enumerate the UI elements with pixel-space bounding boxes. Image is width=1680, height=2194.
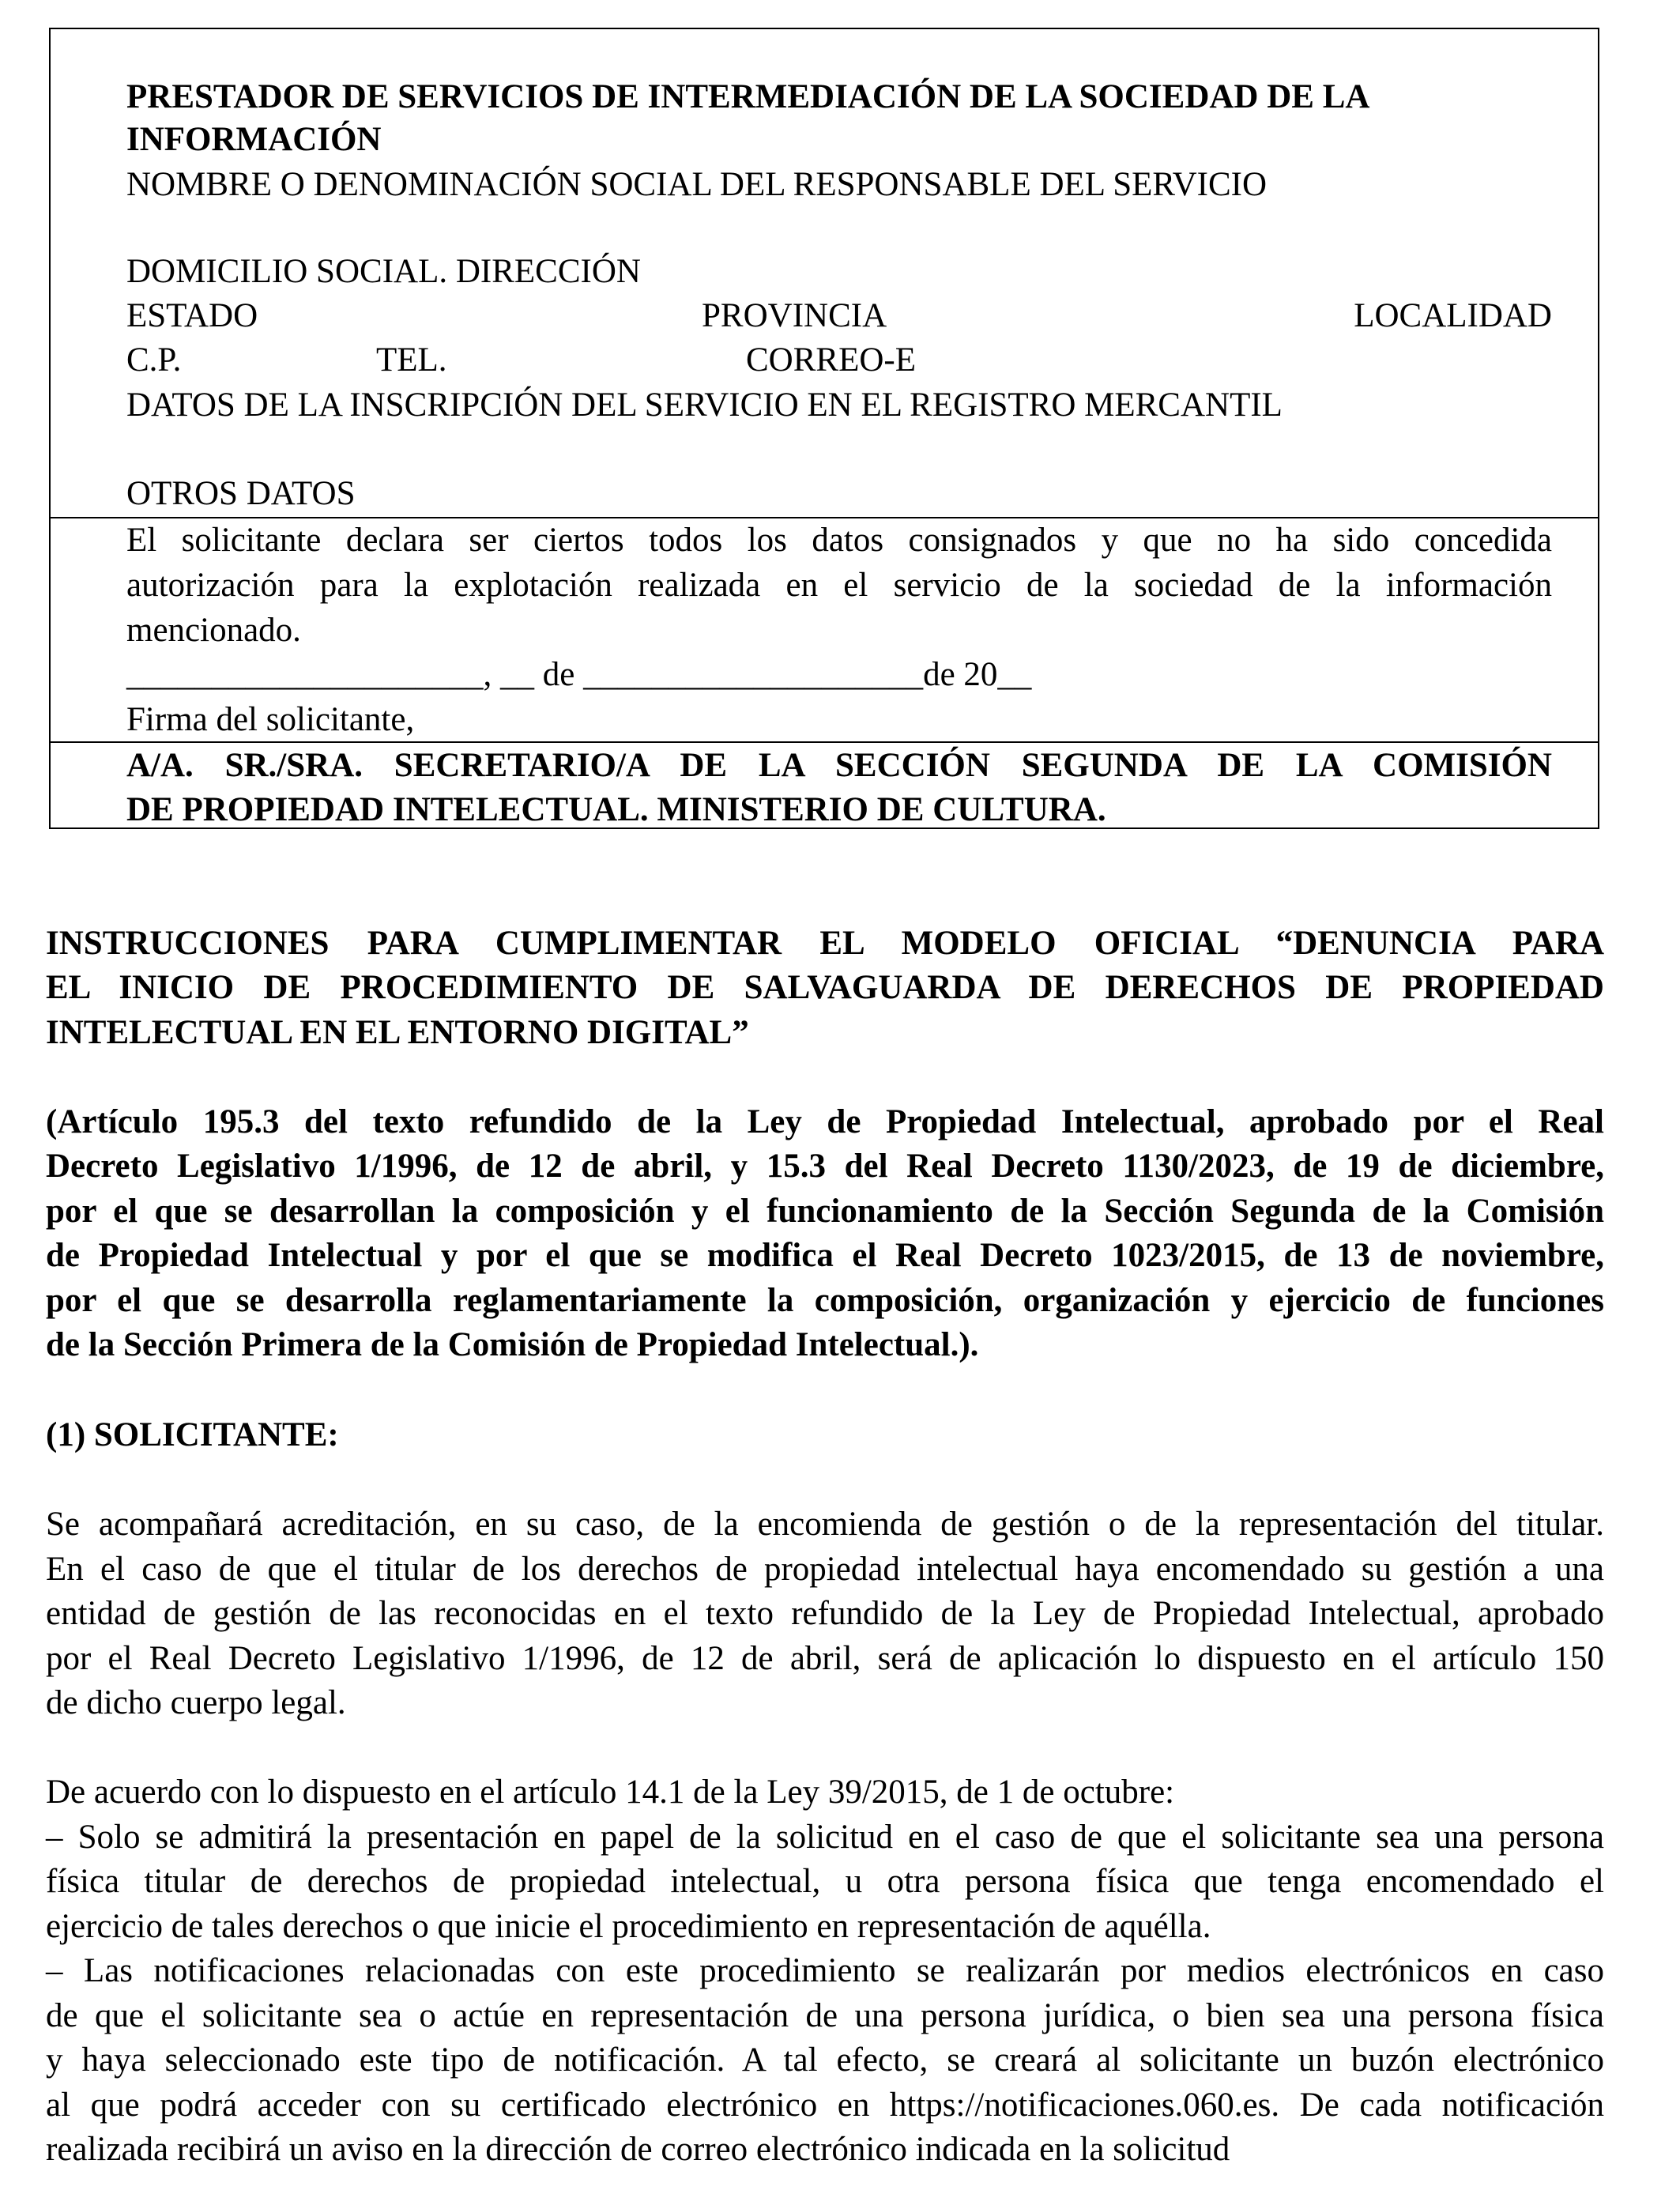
article-reference-line: de la Sección Primera de la Comisión de Propiedad Intelectual.).	[46, 1326, 979, 1363]
declaration-line1: El solicitante declara ser ciertos todos los datos consignados y que no ha sido concedida	[126, 522, 1552, 559]
declaration-line2: autorización para la explotación realizada en el servicio de la sociedad de la información	[126, 567, 1552, 604]
declaration-line3: mencionado.	[126, 612, 301, 649]
field-nombre: NOMBRE O DENOMINACIÓN SOCIAL DEL RESPONSABLE DEL SERVICIO	[126, 166, 1268, 203]
paragraph-line: y haya seleccionado este tipo de notificación. A tal efecto, se creará al solicitante un buzón electrónico	[46, 2041, 1604, 2079]
signature-label: Firma del solicitante,	[126, 701, 415, 738]
field-localidad: LOCALIDAD	[1354, 297, 1552, 334]
field-tel: TEL.	[376, 341, 447, 379]
field-estado: ESTADO	[126, 297, 258, 334]
instructions-heading-line3: INTELECTUAL EN EL ENTORNO DIGITAL”	[46, 1014, 749, 1051]
paragraph-line: De acuerdo con lo dispuesto en el artículo 14.1 de la Ley 39/2015, de 1 de octubre:	[46, 1774, 1175, 1811]
paragraph-line: Se acompañará acreditación, en su caso, de la encomienda de gestión o de la representación del titular.	[46, 1506, 1604, 1543]
recipient-line2: DE PROPIEDAD INTELECTUAL. MINISTERIO DE CULTURA.	[126, 791, 1106, 828]
paragraph-line: de dicho cuerpo legal.	[46, 1684, 346, 1721]
paragraph-line: física titular de derechos de propiedad intelectual, u otra persona física que tenga encomendado el	[46, 1863, 1604, 1900]
field-domicilio: DOMICILIO SOCIAL. DIRECCIÓN	[126, 253, 641, 290]
field-provincia: PROVINCIA	[702, 297, 887, 334]
instructions-heading-line2: EL INICIO DE PROCEDIMIENTO DE SALVAGUARDA DE DERECHOS DE PROPIEDAD	[46, 969, 1604, 1006]
field-datos-inscripcion: DATOS DE LA INSCRIPCIÓN DEL SERVICIO EN EL REGISTRO MERCANTIL	[126, 386, 1283, 424]
paragraph-line: al que podrá acceder con su certificado electrónico en https://notificaciones.060.es. De cada notificación	[46, 2087, 1604, 2124]
article-reference-line: por el que se desarrollan la composición y el funcionamiento de la Sección Segunda de la Comisión	[46, 1193, 1604, 1230]
field-correo: CORREO-E	[746, 341, 916, 379]
paragraph-line: de que el solicitante sea o actúe en representación de una persona jurídica, o bien sea una persona física	[46, 1997, 1604, 2034]
paragraph-line: realizada recibirá un aviso en la dirección de correo electrónico indicada en la solicitud	[46, 2131, 1230, 2168]
form-title-line1: PRESTADOR DE SERVICIOS DE INTERMEDIACIÓN DE LA SOCIEDAD DE LA	[126, 78, 1370, 115]
recipient-line1: A/A. SR./SRA. SECRETARIO/A DE LA SECCIÓN SEGUNDA DE LA COMISIÓN	[126, 747, 1552, 784]
article-reference-line: de Propiedad Intelectual y por el que se modifica el Real Decreto 1023/2015, de 13 de noviembre,	[46, 1237, 1604, 1274]
field-cp: C.P.	[126, 341, 182, 379]
paragraph-line: ejercicio de tales derechos o que inicie el procedimiento en representación de aquélla.	[46, 1908, 1211, 1945]
form-title-line2: INFORMACIÓN	[126, 121, 382, 158]
row-cp-tel-correo	[126, 338, 1552, 383]
date-signature-line: _____________________, __ de ____________________de 20__	[126, 656, 1032, 693]
paragraph-line: En el caso de que el titular de los derechos de propiedad intelectual haya encomendado su gestión a una	[46, 1551, 1604, 1588]
article-reference-line: (Artículo 195.3 del texto refundido de la Ley de Propiedad Intelectual, aprobado por el Real	[46, 1103, 1604, 1140]
instructions-heading-line1: INSTRUCCIONES PARA CUMPLIMENTAR EL MODELO OFICIAL “DENUNCIA PARA	[46, 925, 1604, 962]
paragraph-line: – Solo se admitirá la presentación en papel de la solicitud en el caso de que el solicitante sea una persona	[46, 1819, 1604, 1856]
field-otros-datos: OTROS DATOS	[126, 475, 356, 512]
solicitante-heading: (1) SOLICITANTE:	[46, 1416, 339, 1453]
article-reference-line: por el que se desarrolla reglamentariamente la composición, organización y ejercicio de funciones	[46, 1282, 1604, 1319]
paragraph-line: por el Real Decreto Legislativo 1/1996, de 12 de abril, será de aplicación lo dispuesto en el artículo 150	[46, 1640, 1604, 1677]
paragraph-line: entidad de gestión de las reconocidas en el texto refundido de la Ley de Propiedad Intelectual, aprobado	[46, 1595, 1604, 1632]
paragraph-line: – Las notificaciones relacionadas con este procedimiento se realizarán por medios electrónicos en caso	[46, 1952, 1604, 1989]
article-reference-line: Decreto Legislativo 1/1996, de 12 de abril, y 15.3 del Real Decreto 1130/2023, de 19 de diciembre,	[46, 1148, 1604, 1185]
row-estado-provincia-localidad	[126, 294, 1552, 338]
